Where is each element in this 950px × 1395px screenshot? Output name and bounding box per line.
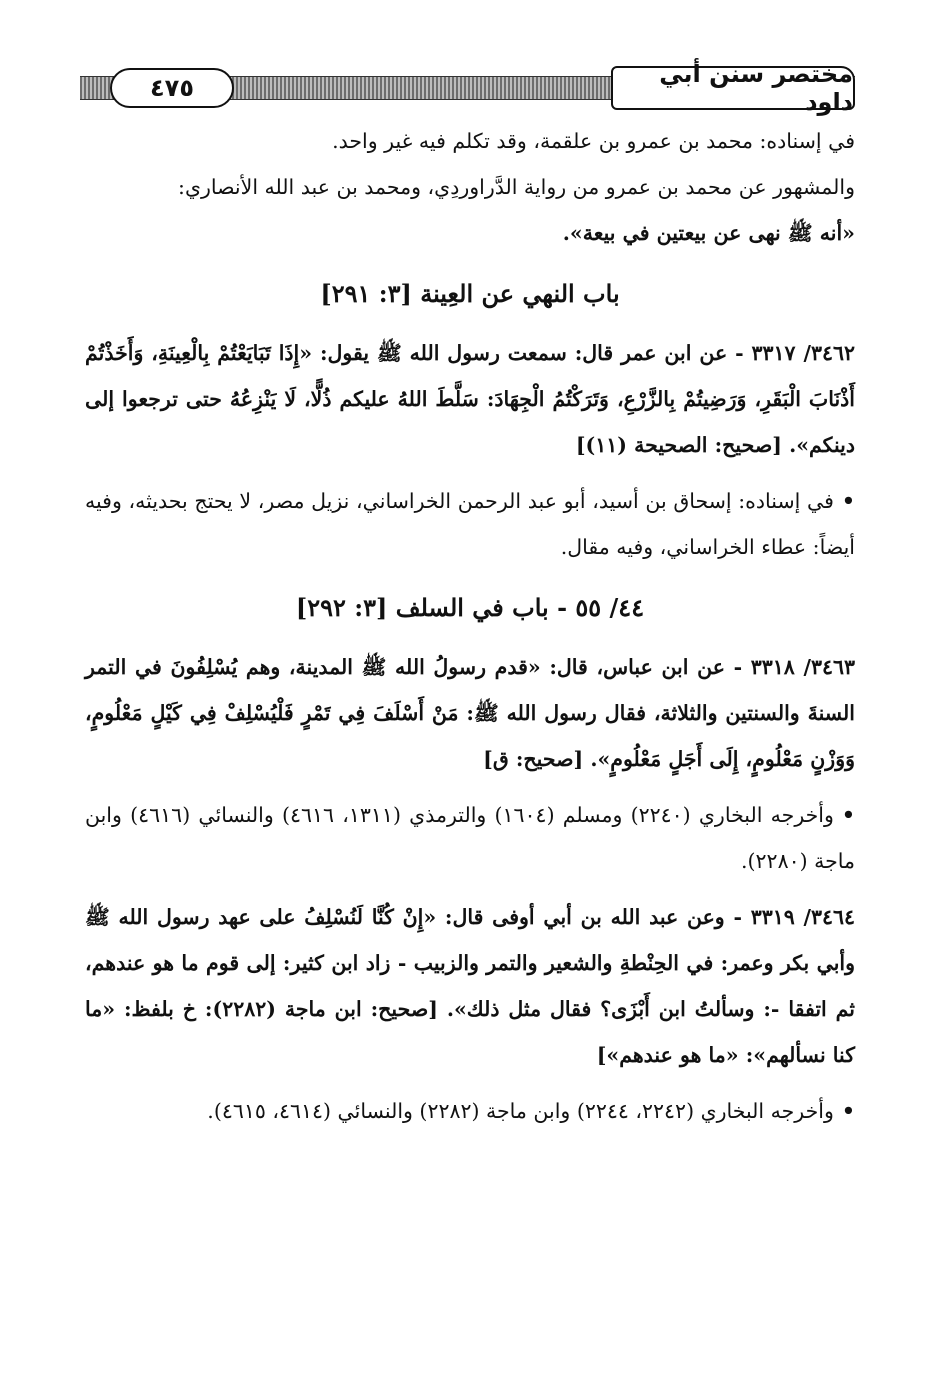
isnad-note-3462 [85, 478, 855, 570]
hadith-quote-paragraph: «أنه ﷺ نهى عن بيعتين في بيعة». [562, 221, 855, 245]
note-text: وأخرجه البخاري (٢٢٤٢، ٢٢٤٤) وابن ماجة (٢٢٨٢) والنسائي (٤٦١٤، ٤٦١٥). [207, 1099, 834, 1123]
page-number: ٤٧٥ [150, 74, 194, 102]
page-body [85, 118, 855, 1134]
book-title: مختصر سنن أبي داود [659, 60, 853, 116]
mashhur-paragraph: والمشهور عن محمد بن عمرو من رواية الدَّراوردِي، ومحمد بن عبد الله الأنصاري: [178, 175, 855, 199]
takhrij-note-3463 [85, 792, 855, 884]
chapter-heading-salaf: ٤٤/ ٥٥ - باب في السلف [٣: ٢٩٢] [295, 593, 645, 622]
takhrij-note-3464 [85, 1088, 855, 1134]
chapter-heading-inah: باب النهي عن العِينة [٣: ٢٩١] [320, 279, 620, 308]
page-number-badge [110, 68, 234, 108]
hadith-3463: ٣٤٦٣/ ٣٣١٨ - عن ابن عباس، قال: «قدم رسولُ الله ﷺ المدينة، وهم يُسْلِفُونَ في التمر السنةَ والسنتين والثلاثة، فقال رسول الله ﷺ: مَنْ أَسْلَفَ فِي تَمْرٍ فَلْيُسْلِفْ فِي كَيْلٍ مَعْلُومٍ، وَوَزْنٍ مَعْلُومٍ، إِلَى أَجَلٍ مَعْلُومٍ». [صحيح: ق] [85, 655, 855, 771]
isnad-note-paragraph: في إسناده: محمد بن عمرو بن علقمة، وقد تكلم فيه غير واحد. [332, 129, 855, 153]
hadith-3462: ٣٤٦٢/ ٣٣١٧ - عن ابن عمر قال: سمعت رسول الله ﷺ يقول: «إِذَا تَبَايَعْتُمْ بِالْعِينَةِ، وَأَخَذْتُمْ أَذْنَابَ الْبَقَرِ، وَرَضِيتُمْ بِالزَّرْعِ، وَتَرَكْتُمُ الْجِهَادَ: سَلَّطَ اللهُ عليكم ذُلًّا، لَا يَنْزِعُهُ حتى ترجعوا إلى دينكم». [صحيح: الصحيحة (١١)] [85, 341, 856, 457]
hadith-3464: ٣٤٦٤/ ٣٣١٩ - وعن عبد الله بن أبي أوفى قال: «إِنْ كُنَّا لَنُسْلِفُ على عهد رسول الله ﷺ وأبي بكر وعمر: في الحِنْطةِ والشعير والتمر والزبيب - زاد ابن كثير: إلى قوم ما هو عندهم، ثم اتفقا -: وسألتُ ابن أَبْزَى؟ فقال مثل ذلك». [صحيح: ابن ماجة (٢٢٨٢): خ بلفظ: «ما كنا نسألهم»: «ما هو عندهم»] [85, 905, 855, 1067]
book-title-box [611, 60, 855, 116]
bullet-icon: • [841, 489, 855, 513]
bullet-icon: • [841, 1099, 855, 1123]
note-text: في إسناده: إسحاق بن أسيد، أبو عبد الرحمن الخراساني، نزيل مصر، لا يحتج بحديثه، وفيه أيضاً: عطاء الخراساني، وفيه مقال. [85, 489, 855, 559]
note-text: وأخرجه البخاري (٢٢٤٠) ومسلم (١٦٠٤) والترمذي (١٣١١، ٤٦١٦) والنسائي (٤٦١٦) وابن ماجة (٢٢٨٠). [85, 803, 855, 873]
page-header [80, 60, 855, 116]
bullet-icon: • [841, 803, 856, 827]
